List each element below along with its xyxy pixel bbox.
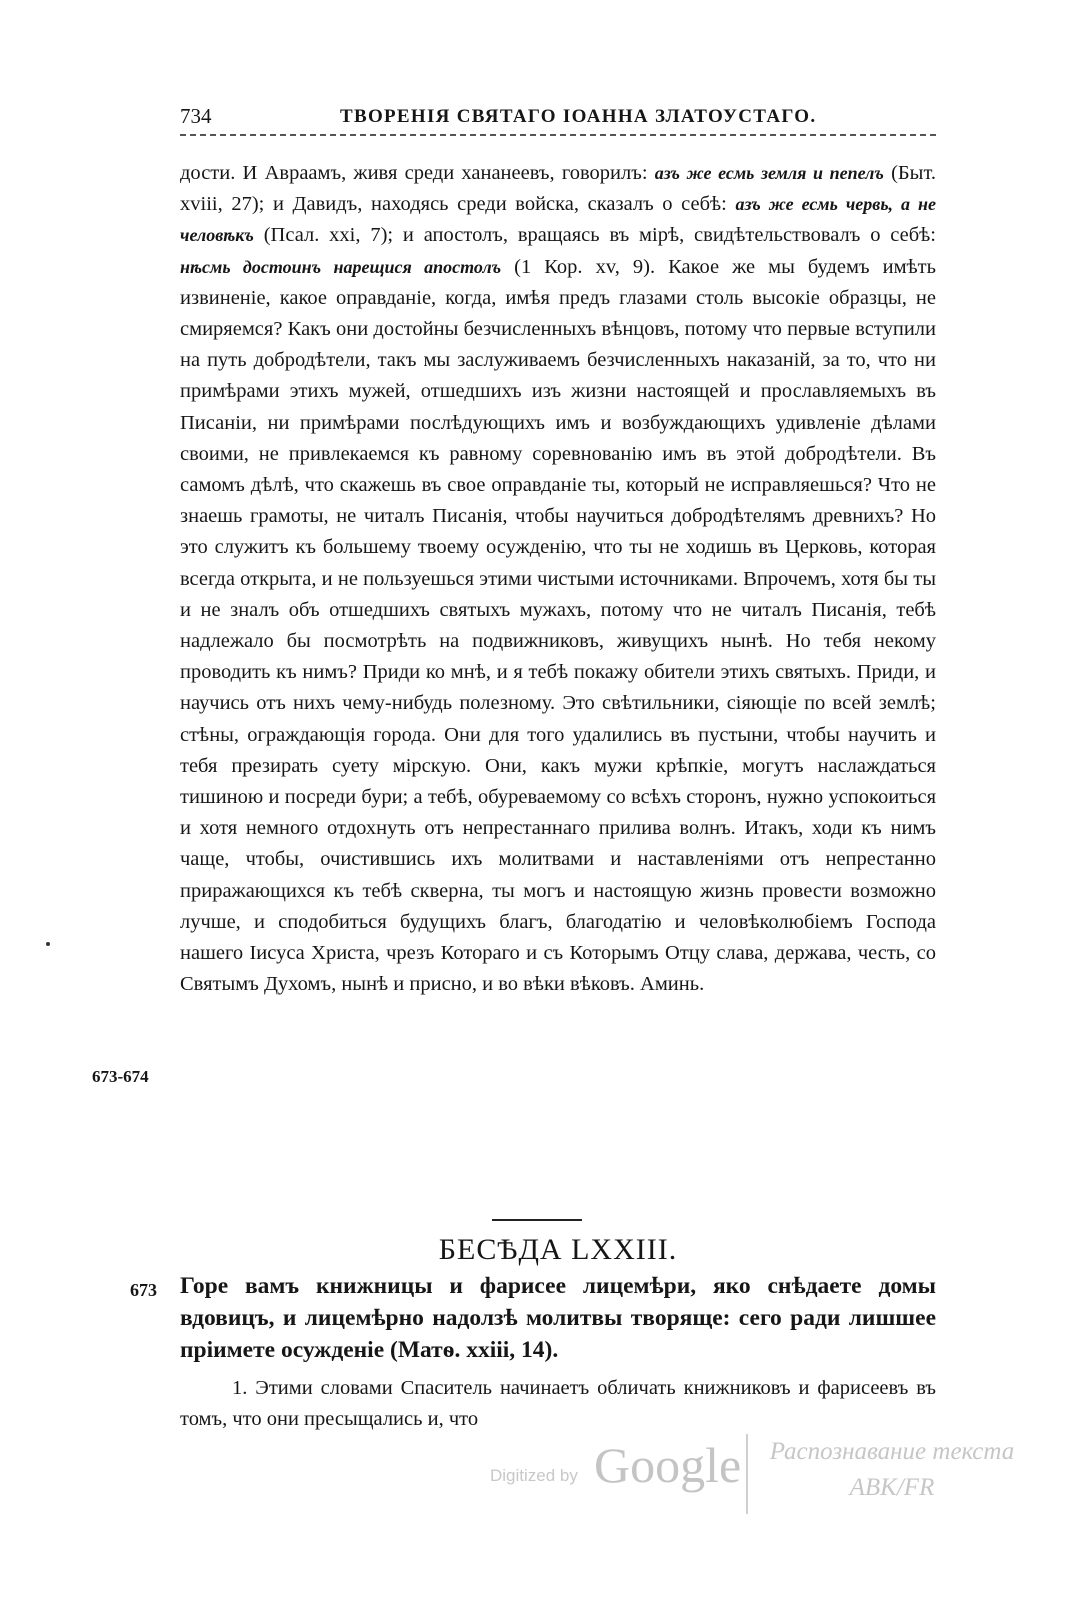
text-segment: (1 Кор. xv, 9). Какое же мы будемъ имѣть извиненіе, какое оправданіе, когда, имѣя предъ глазами столь высокіе образцы, не смиряемся? Какъ они достойны безчисленныхъ вѣнцовъ, потому что первые вступили на путь добродѣтели, такъ мы заслуживаемъ безчисленныхъ наказаній, за то, что ни примѣрами этихъ мужей, отшедшихъ изъ жизни настоящей и прославляемыхъ въ Писаніи, ни примѣрами послѣдующихъ имъ и возбуждающихъ удивленіе дѣлами своими, не привлекаемся къ равному соревнованію имъ въ этой добродѣтели. Въ самомъ дѣлѣ, что скажешь въ свое оправданіе ты, который не исправляешься? Что не знаешь грамоты, не читалъ Писанія, чтобы научиться добродѣтелямъ древнихъ? Но это служитъ къ большему твоему осужденію, что ты не ходишь въ Церковь, которая всегда открыта, и не пользуешься этими чистыми источниками. Впрочемъ, хотя бы ты и не зналъ объ отшедшихъ святыхъ мужахъ, потому что не читалъ Писанія, тебѣ надлежало бы посмотрѣть на подвижниковъ, живущихъ нынѣ. Но тебя некому проводить къ нимъ? Приди ко мнѣ, и я тебѣ покажу обители этихъ святыхъ. Приди, и научись отъ нихъ чему-нибудь полезному. Это свѣтильники, сіяющіе по всей землѣ; стѣны, ограждающія города. Они для того удалились въ пустыни, чтобы научить и тебя презирать суету мірскую. Они, какъ мужи крѣпкіе, могутъ наслаждаться тишиною и посреди бури; а тебѣ, обуреваемому со всѣхъ сторонъ, нужно успокоиться и хотя немного отдохнуть отъ непрестаннаго прилива волнъ. Итакъ, ходи къ нимъ чаще, чтобы, очистившись ихъ молитвами и наставленіями отъ непрестанно приражающихся къ тебѣ скверна, ты могъ и настоящую жизнь провести возможно лучше, и сподобиться будущихъ благъ, благодатію и человѣколюбіемъ Господа нашего Іисуса Христа, чрезъ Котораго и съ Которымъ Отцу слава, держава, честь, со Святымъ Духомъ, нынѣ и присно, и во вѣки вѣковъ. Аминь. bbox=[180, 255, 936, 996]
ocr-credit-line: ABK/FR bbox=[849, 1474, 935, 1501]
ocr-credit bbox=[754, 1434, 1030, 1506]
google-logo: Google bbox=[594, 1437, 742, 1493]
section-separator bbox=[492, 1219, 582, 1221]
scan-watermark bbox=[490, 1428, 1030, 1538]
header-rule bbox=[180, 134, 936, 136]
page-number: 734 bbox=[180, 104, 212, 128]
homily-title: БЕСѢДА LXXIII. bbox=[438, 1233, 678, 1266]
main-paragraph bbox=[180, 158, 936, 1000]
margin-note-reference: 673 bbox=[130, 1280, 157, 1300]
watermark-divider bbox=[746, 1434, 748, 1514]
scripture-quote: азъ же есмь земля и пепелъ bbox=[654, 163, 884, 183]
epigraph: Горе вамъ книжницы и фарисее лицемѣри, яко снѣдаете домы вдовицъ, и лицемѣрно надолзѣ молитвы творяще: сего ради лишшее пріимете осужденіе (Матѳ. xxiii, 14). bbox=[180, 1273, 936, 1363]
ocr-credit-line: Распознавание текста bbox=[769, 1438, 1015, 1465]
margin-note-reference: 673-674 bbox=[92, 1067, 149, 1086]
scripture-quote: азъ же есмь червь, а не человѣкъ bbox=[180, 194, 936, 246]
page-header bbox=[180, 104, 936, 134]
scripture-quote: нѣсмь достоинъ нарещися апостолъ bbox=[180, 256, 502, 277]
ink-speck bbox=[46, 942, 50, 946]
digitized-by-label: Digitized by bbox=[490, 1466, 578, 1485]
text-segment: (Быт. xviii, 27); и Давидъ, находясь среди войска, сказалъ о себѣ: bbox=[180, 162, 936, 216]
text-segment: дости. И Авраамъ, живя среди хананеевъ, говорилъ: bbox=[180, 162, 655, 184]
running-title: ТВОРЕНІЯ СВЯТАГО ІОАННА ЗЛАТОУСТАГО. bbox=[340, 106, 817, 127]
text-segment: (Псал. xxi, 7); и апостолъ, вращаясь въ мірѣ, свидѣтельствовалъ о себѣ: bbox=[253, 224, 936, 247]
homily-opening-paragraph: 1. Этими словами Спаситель начинаетъ обличать книжниковъ и фарисеевъ въ томъ, что они пресыщались и, что bbox=[180, 1377, 936, 1430]
